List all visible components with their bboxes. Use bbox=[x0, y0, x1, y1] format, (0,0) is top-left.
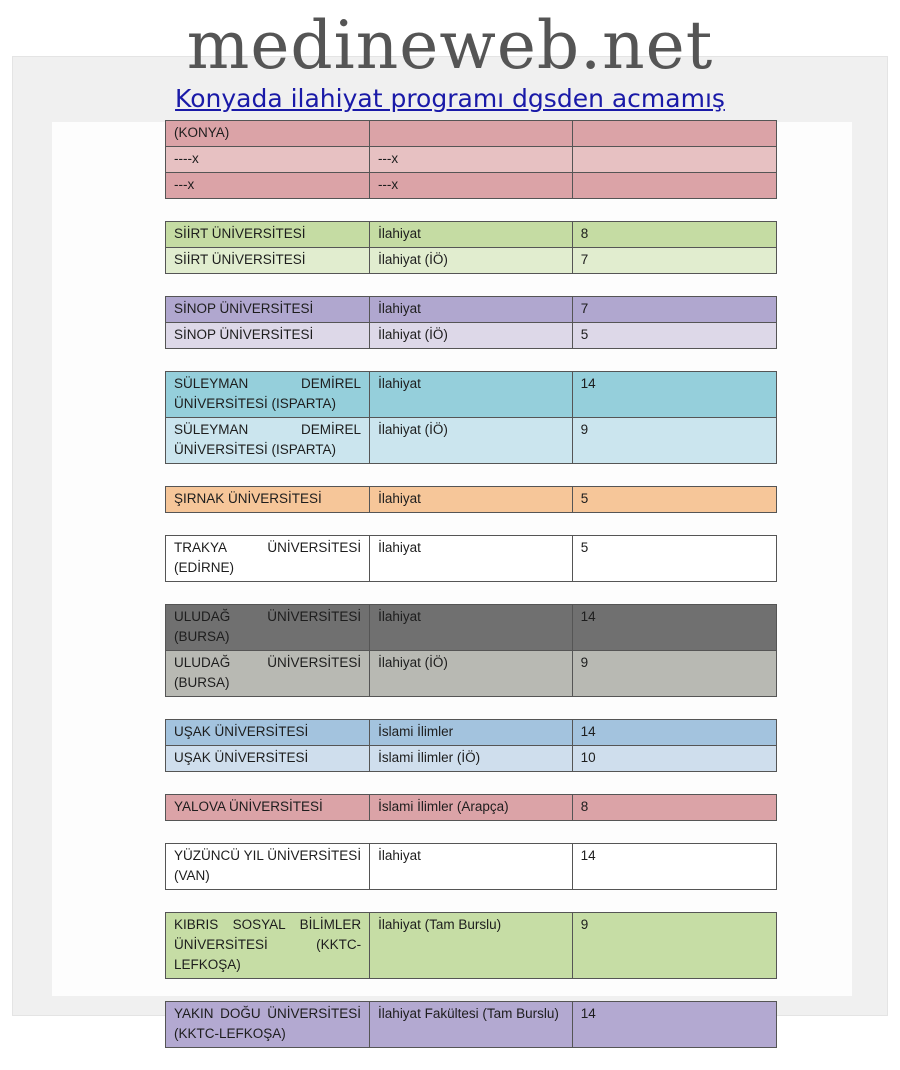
table-row bbox=[166, 795, 777, 821]
university-cell: YÜZÜNCÜ YIL ÜNİVERSİTESİ (VAN) bbox=[166, 844, 370, 890]
university-cell: SİNOP ÜNİVERSİTESİ bbox=[166, 323, 370, 349]
quota-cell: 7 bbox=[572, 248, 776, 274]
program-cell: İlahiyat (Tam Burslu) bbox=[370, 913, 573, 979]
table-yalova bbox=[165, 794, 777, 821]
table-row bbox=[166, 121, 777, 147]
table-sinop bbox=[165, 296, 777, 349]
table-row bbox=[166, 323, 777, 349]
program-cell: İlahiyat (İÖ) bbox=[370, 248, 573, 274]
table-row bbox=[166, 913, 777, 979]
table-kibris-sosyal bbox=[165, 912, 777, 979]
table-uludag bbox=[165, 604, 777, 697]
university-cell: UŞAK ÜNİVERSİTESİ bbox=[166, 746, 370, 772]
university-cell: ULUDAĞ ÜNİVERSİTESİ (BURSA) bbox=[166, 605, 370, 651]
program-cell: İlahiyat Fakültesi (Tam Burslu) bbox=[370, 1002, 573, 1048]
university-cell: (KONYA) bbox=[166, 121, 370, 147]
university-cell: SİNOP ÜNİVERSİTESİ bbox=[166, 297, 370, 323]
quota-cell: 10 bbox=[572, 746, 776, 772]
quota-cell bbox=[572, 121, 777, 147]
quota-cell: 8 bbox=[572, 222, 776, 248]
program-cell: İslami İlimler bbox=[370, 720, 573, 746]
table-row bbox=[166, 418, 777, 464]
program-cell: ---x bbox=[369, 147, 572, 173]
quota-cell: 5 bbox=[572, 536, 776, 582]
table-suleyman-demirel bbox=[165, 371, 777, 464]
table-row bbox=[166, 248, 777, 274]
university-cell: ----x bbox=[166, 147, 370, 173]
program-cell: İlahiyat (İÖ) bbox=[370, 323, 573, 349]
quota-cell bbox=[572, 147, 777, 173]
program-cell: İslami İlimler (İÖ) bbox=[370, 746, 573, 772]
program-cell: İlahiyat bbox=[370, 372, 573, 418]
table-yuzuncu-yil bbox=[165, 843, 777, 890]
table-row bbox=[166, 605, 777, 651]
quota-cell: 14 bbox=[572, 720, 776, 746]
quota-cell: 9 bbox=[572, 913, 776, 979]
program-cell: İlahiyat bbox=[370, 844, 573, 890]
university-cell: SİİRT ÜNİVERSİTESİ bbox=[166, 248, 370, 274]
quota-cell: 14 bbox=[572, 844, 776, 890]
quota-cell: 9 bbox=[572, 651, 776, 697]
site-title: medineweb.net bbox=[186, 7, 714, 84]
table-row bbox=[166, 1002, 777, 1048]
table-row bbox=[166, 536, 777, 582]
document-image bbox=[52, 122, 852, 1041]
university-cell: KIBRIS SOSYAL BİLİMLER ÜNİVERSİTESİ (KKTC-LEFKOŞA) bbox=[166, 913, 370, 979]
quota-cell bbox=[572, 173, 777, 199]
program-cell: İlahiyat bbox=[370, 297, 573, 323]
program-cell: İlahiyat bbox=[370, 536, 573, 582]
quota-cell: 7 bbox=[572, 297, 776, 323]
table-row bbox=[166, 222, 777, 248]
table-row bbox=[166, 372, 777, 418]
table-konya bbox=[165, 120, 777, 199]
university-cell: ŞIRNAK ÜNİVERSİTESİ bbox=[166, 487, 370, 513]
university-cell: ULUDAĞ ÜNİVERSİTESİ (BURSA) bbox=[166, 651, 370, 697]
table-row bbox=[166, 297, 777, 323]
program-cell: İlahiyat (İÖ) bbox=[370, 418, 573, 464]
post-title-link[interactable]: Konyada ilahiyat programı dgsden acmamış bbox=[175, 84, 725, 113]
university-cell: TRAKYA ÜNİVERSİTESİ (EDİRNE) bbox=[166, 536, 370, 582]
university-quota-tables bbox=[165, 122, 832, 1070]
program-cell: İslami İlimler (Arapça) bbox=[370, 795, 573, 821]
university-cell: SÜLEYMAN DEMİREL ÜNİVERSİTESİ (ISPARTA) bbox=[166, 418, 370, 464]
table-siirt bbox=[165, 221, 777, 274]
program-cell: ---x bbox=[369, 173, 572, 199]
table-row bbox=[166, 651, 777, 697]
program-cell: İlahiyat bbox=[370, 222, 573, 248]
university-cell: SÜLEYMAN DEMİREL ÜNİVERSİTESİ (ISPARTA) bbox=[166, 372, 370, 418]
program-cell: İlahiyat (İÖ) bbox=[370, 651, 573, 697]
table-row bbox=[166, 844, 777, 890]
program-cell: İlahiyat bbox=[370, 605, 573, 651]
table-usak bbox=[165, 719, 777, 772]
table-row bbox=[166, 720, 777, 746]
quota-cell: 8 bbox=[572, 795, 776, 821]
university-cell: SİİRT ÜNİVERSİTESİ bbox=[166, 222, 370, 248]
program-cell bbox=[369, 121, 572, 147]
table-row bbox=[166, 487, 777, 513]
table-sirnak bbox=[165, 486, 777, 513]
quota-cell: 9 bbox=[572, 418, 776, 464]
table-row bbox=[166, 147, 777, 173]
quota-cell: 14 bbox=[572, 605, 776, 651]
quota-cell: 14 bbox=[572, 1002, 776, 1048]
program-cell: İlahiyat bbox=[370, 487, 573, 513]
quota-cell: 14 bbox=[572, 372, 776, 418]
quota-cell: 5 bbox=[572, 323, 776, 349]
university-cell: YALOVA ÜNİVERSİTESİ bbox=[166, 795, 370, 821]
university-cell: ---x bbox=[166, 173, 370, 199]
table-trakya bbox=[165, 535, 777, 582]
university-cell: YAKIN DOĞU ÜNİVERSİTESİ (KKTC-LEFKOŞA) bbox=[166, 1002, 370, 1048]
table-row bbox=[166, 746, 777, 772]
quota-cell: 5 bbox=[572, 487, 776, 513]
table-row bbox=[166, 173, 777, 199]
university-cell: UŞAK ÜNİVERSİTESİ bbox=[166, 720, 370, 746]
table-yakin-dogu bbox=[165, 1001, 777, 1048]
